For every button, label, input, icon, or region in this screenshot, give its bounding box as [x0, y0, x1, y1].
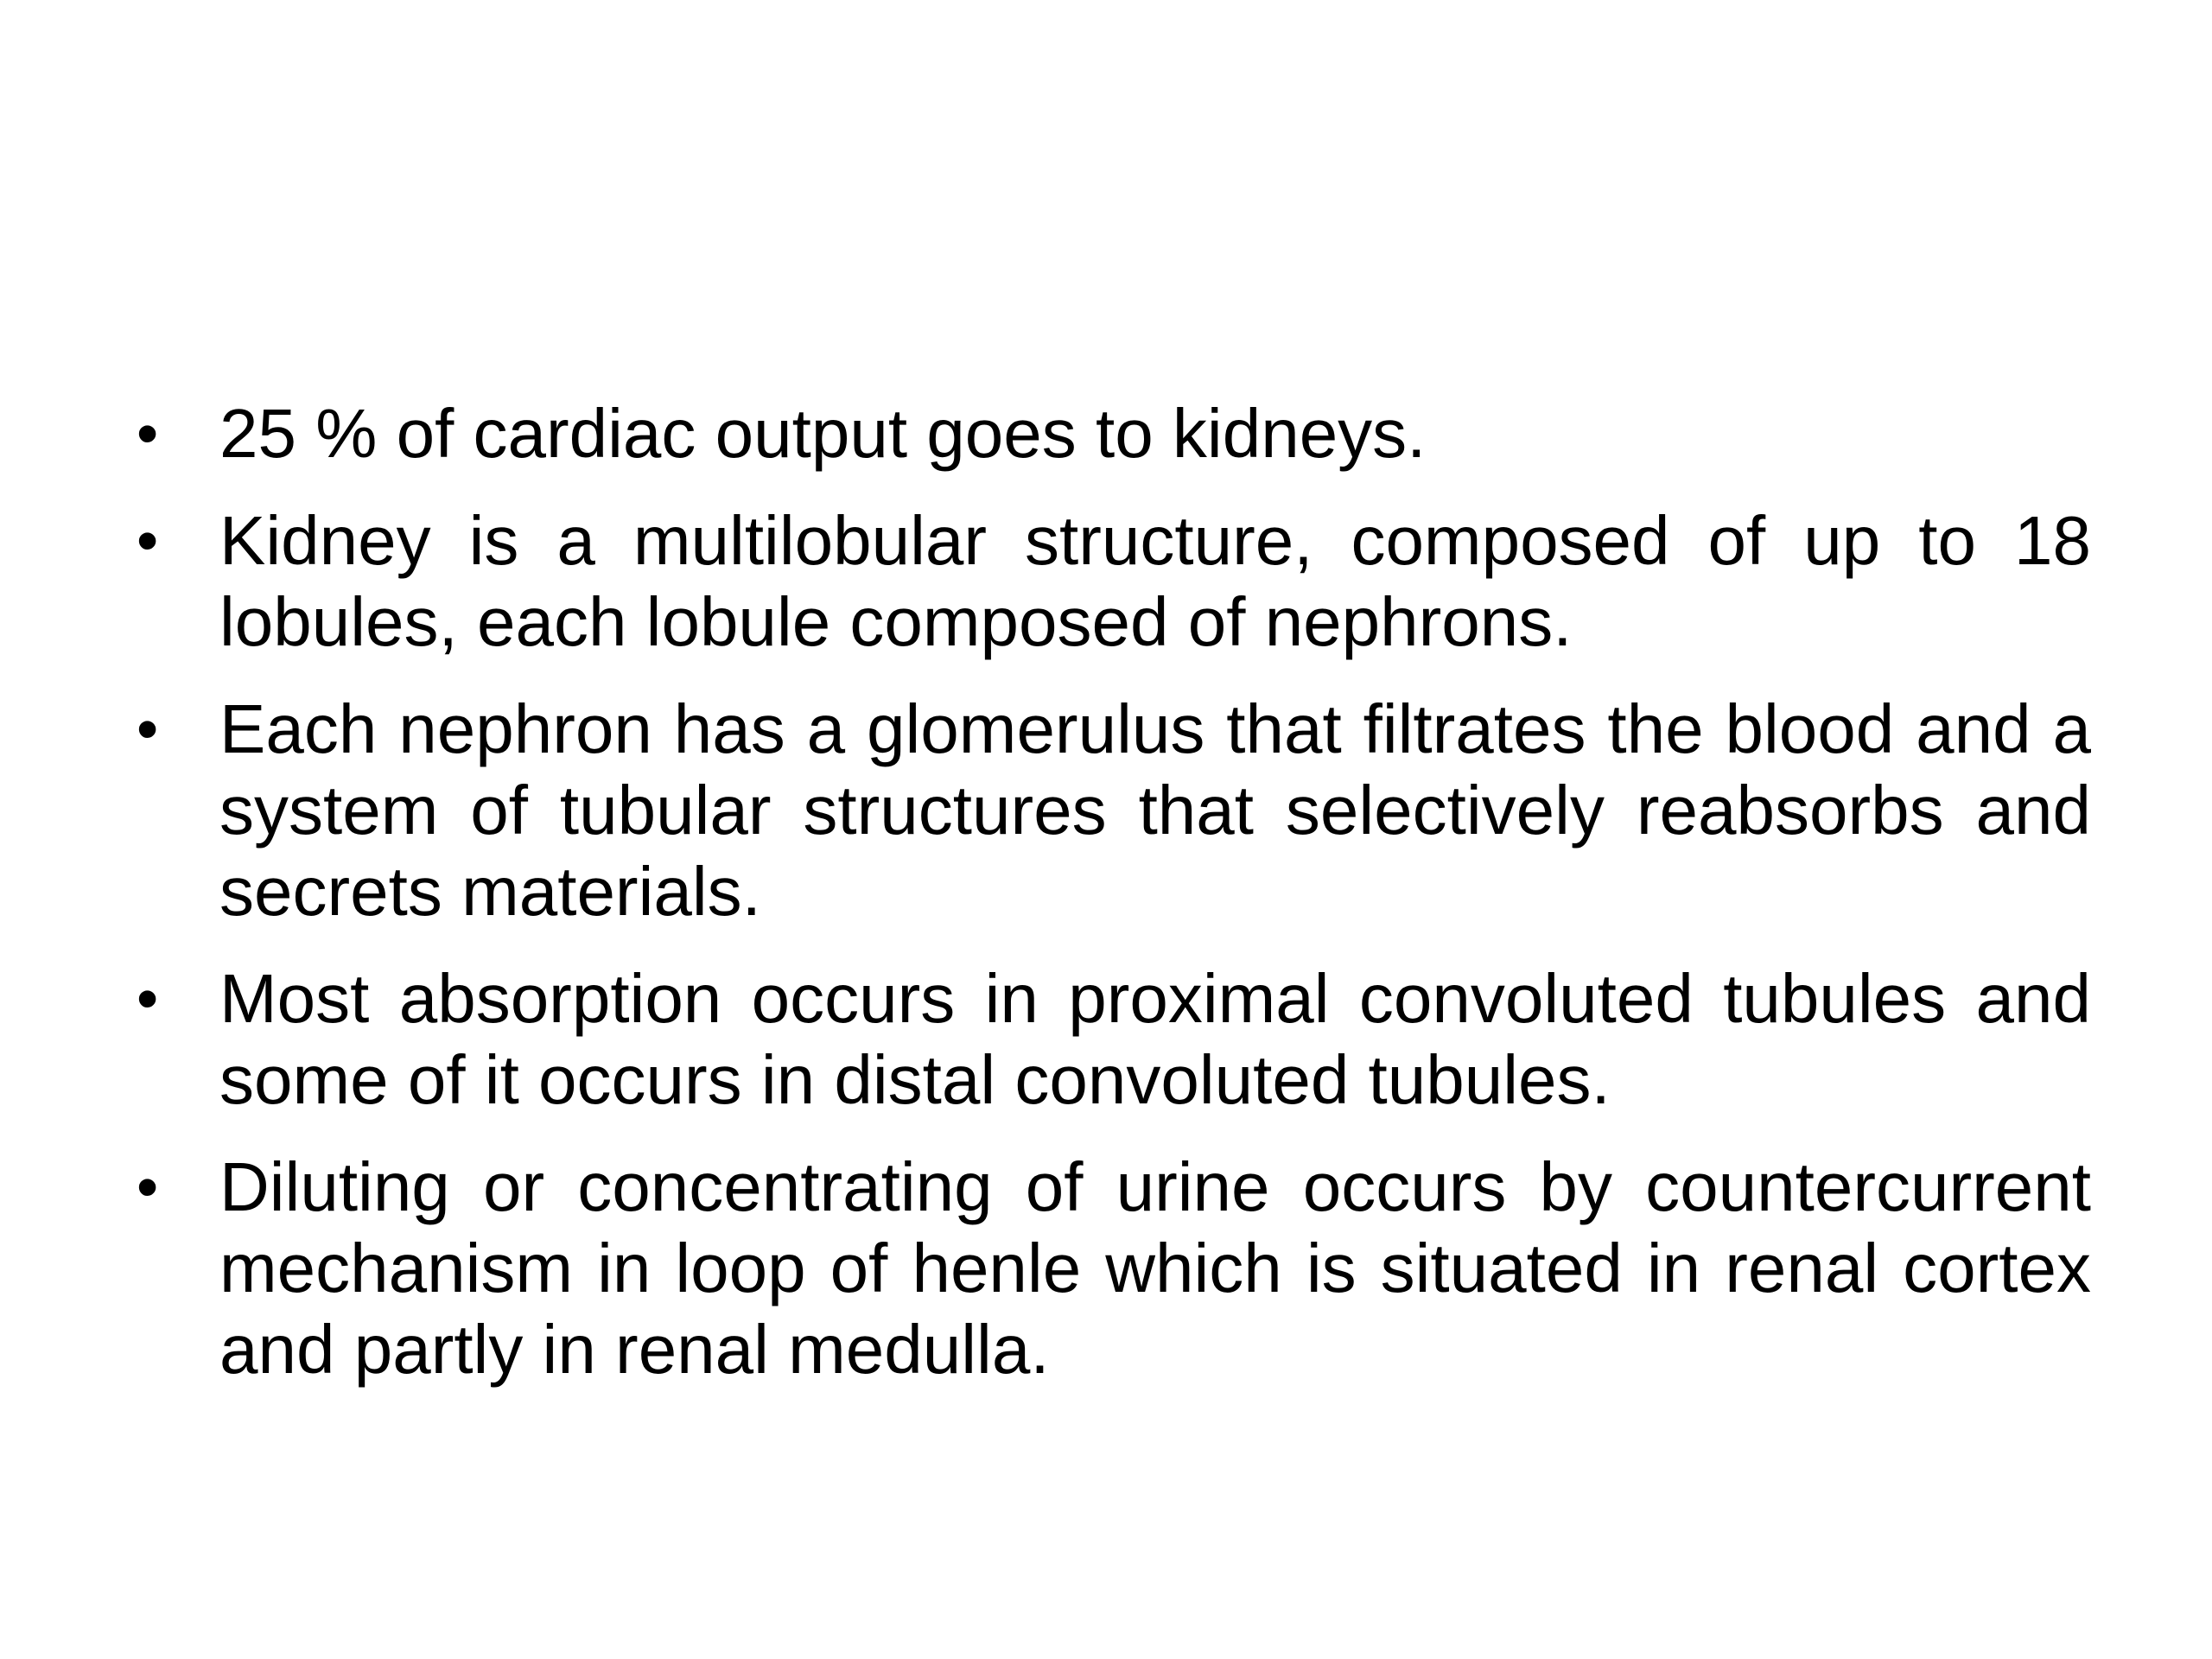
bullet-item-absorption — [121, 958, 2091, 1121]
bullet-item-nephron — [121, 689, 2091, 932]
bullet-icon: • — [137, 399, 159, 468]
bullet-text: 25 % of cardiac output goes to kidneys. — [219, 395, 1427, 472]
bullet-icon: • — [137, 695, 159, 764]
bullet-icon: • — [137, 506, 159, 575]
bullet-icon: • — [137, 1153, 159, 1222]
bullet-text: Kidney is a multilobular structure, composed of up to 18 lobules, each lobule composed of nephrons. — [219, 502, 2091, 660]
slide-content — [121, 393, 2091, 1416]
bullet-item-countercurrent — [121, 1147, 2091, 1390]
bullet-icon: • — [137, 964, 159, 1033]
bullet-text: Most absorption occurs in proximal convoluted tubules and some of it occurs in distal convoluted tubules. — [219, 960, 2091, 1118]
bullet-text: Diluting or concentrating of urine occurs by countercurrent mechanism in loop of henle which is situated in renal cortex and partly in renal medulla. — [219, 1148, 2091, 1388]
bullet-text: Each nephron has a glomerulus that filtrates the blood and a system of tubular structures that selectively reabsorbs and secrets materials. — [219, 690, 2091, 930]
bullet-list — [121, 393, 2091, 1390]
bullet-item-cardiac-output — [121, 393, 2091, 474]
bullet-item-kidney-structure — [121, 500, 2091, 663]
